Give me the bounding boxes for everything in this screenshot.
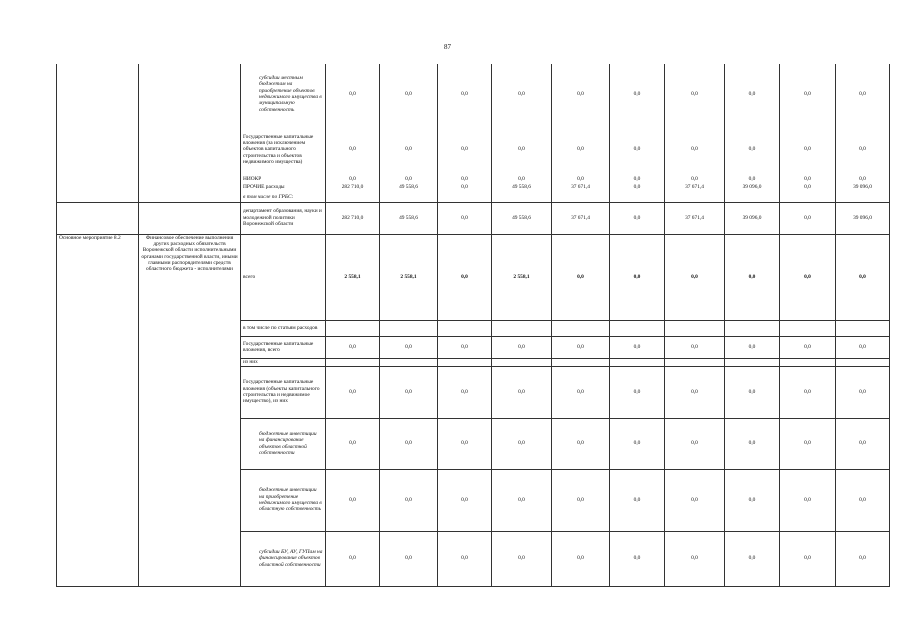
cell-value: 0,0 bbox=[380, 418, 438, 469]
cell-value: 37 671,4 bbox=[552, 202, 610, 234]
row-label: Государственные капитальные вложения (объекты капитального строительства и недвижимое имущество), из них bbox=[241, 366, 326, 418]
cell-value: 2 558,1 bbox=[492, 234, 552, 320]
cell-value bbox=[380, 192, 438, 202]
empty-cell bbox=[57, 183, 139, 192]
cell-value: 0,0 bbox=[610, 234, 665, 320]
cell-value: 282 710,0 bbox=[326, 202, 380, 234]
cell-value: 0,0 bbox=[610, 418, 665, 469]
cell-value bbox=[610, 320, 665, 336]
program-description: Финансовое обеспечение выполнения других расходных обязательств Воронежской области исполнительными органами государственной власти, иными главными распорядителями средств областного бюджета - исполнителями bbox=[139, 234, 241, 586]
cell-value: 0,0 bbox=[380, 469, 438, 531]
cell-value bbox=[326, 192, 380, 202]
table-row bbox=[57, 234, 890, 320]
cell-value bbox=[725, 358, 780, 366]
cell-value: 0,0 bbox=[836, 336, 890, 358]
cell-value: 0,0 bbox=[492, 531, 552, 586]
cell-value: 0,0 bbox=[836, 234, 890, 320]
cell-value: 0,0 bbox=[552, 418, 610, 469]
cell-value bbox=[836, 358, 890, 366]
row-label: Государственные капитальные вложения (за исключением объектов капитального строительства и объектов недвижимого имущества) bbox=[241, 124, 326, 175]
cell-value bbox=[780, 192, 836, 202]
cell-value: 0,0 bbox=[665, 531, 725, 586]
cell-value: 0,0 bbox=[610, 336, 665, 358]
cell-value: 0,0 bbox=[438, 234, 492, 320]
cell-value: 0,0 bbox=[380, 175, 438, 183]
cell-value: 0,0 bbox=[326, 366, 380, 418]
cell-value bbox=[380, 358, 438, 366]
cell-value: 282 710,0 bbox=[326, 183, 380, 192]
cell-value: 0,0 bbox=[780, 336, 836, 358]
cell-value: 0,0 bbox=[492, 469, 552, 531]
row-label: Государственные капитальные вложения, всего bbox=[241, 336, 326, 358]
cell-value: 0,0 bbox=[665, 124, 725, 175]
cell-value: 0,0 bbox=[492, 64, 552, 124]
cell-value bbox=[665, 320, 725, 336]
row-label: из них bbox=[241, 358, 326, 366]
cell-value: 37 671,4 bbox=[665, 202, 725, 234]
table-row bbox=[57, 124, 890, 175]
table-row bbox=[57, 192, 890, 202]
cell-value: 0,0 bbox=[725, 175, 780, 183]
cell-value: 2 558,1 bbox=[326, 234, 380, 320]
cell-value: 0,0 bbox=[552, 64, 610, 124]
cell-value bbox=[610, 192, 665, 202]
empty-cell bbox=[57, 202, 139, 234]
cell-value: 39 096,0 bbox=[725, 183, 780, 192]
cell-value: 0,0 bbox=[552, 531, 610, 586]
cell-value: 0,0 bbox=[326, 336, 380, 358]
cell-value: 0,0 bbox=[552, 336, 610, 358]
empty-cell bbox=[139, 183, 241, 192]
cell-value: 37 671,4 bbox=[552, 183, 610, 192]
cell-value: 49 558,6 bbox=[492, 202, 552, 234]
empty-cell bbox=[139, 202, 241, 234]
cell-value bbox=[326, 358, 380, 366]
cell-value: 0,0 bbox=[380, 531, 438, 586]
empty-cell bbox=[57, 192, 139, 202]
cell-value: 0,0 bbox=[836, 124, 890, 175]
empty-cell bbox=[57, 124, 139, 175]
cell-value bbox=[492, 320, 552, 336]
cell-value: 0,0 bbox=[610, 183, 665, 192]
cell-value: 0,0 bbox=[725, 234, 780, 320]
cell-value: 0,0 bbox=[552, 175, 610, 183]
cell-value bbox=[552, 192, 610, 202]
cell-value: 0,0 bbox=[380, 366, 438, 418]
cell-value: 0,0 bbox=[780, 202, 836, 234]
cell-value: 0,0 bbox=[492, 336, 552, 358]
cell-value: 0,0 bbox=[610, 366, 665, 418]
cell-value: 0,0 bbox=[326, 531, 380, 586]
cell-value: 0,0 bbox=[665, 64, 725, 124]
budget-table bbox=[56, 64, 890, 587]
cell-value bbox=[552, 358, 610, 366]
cell-value: 0,0 bbox=[780, 469, 836, 531]
empty-cell bbox=[57, 175, 139, 183]
cell-value: 49 558,6 bbox=[380, 183, 438, 192]
cell-value: 0,0 bbox=[725, 469, 780, 531]
row-label: департамент образования, науки и молодежной политики Воронежской области bbox=[241, 202, 326, 234]
cell-value: 0,0 bbox=[492, 418, 552, 469]
cell-value: 0,0 bbox=[836, 175, 890, 183]
cell-value: 0,0 bbox=[438, 64, 492, 124]
cell-value: 0,0 bbox=[780, 175, 836, 183]
cell-value: 0,0 bbox=[725, 366, 780, 418]
cell-value: 0,0 bbox=[665, 175, 725, 183]
cell-value bbox=[326, 320, 380, 336]
cell-value bbox=[492, 192, 552, 202]
cell-value bbox=[438, 320, 492, 336]
cell-value: 0,0 bbox=[552, 124, 610, 175]
cell-value bbox=[380, 320, 438, 336]
row-label: субсидии местным бюджетам на приобретение объектов недвижимого имущества в муниципальную собственность bbox=[241, 64, 326, 124]
cell-value: 0,0 bbox=[725, 124, 780, 175]
cell-value: 0,0 bbox=[725, 531, 780, 586]
cell-value: 0,0 bbox=[780, 531, 836, 586]
cell-value: 0,0 bbox=[665, 234, 725, 320]
row-label: бюджетные инвестиции на приобретение недвижимого имущества в областную собственность bbox=[241, 469, 326, 531]
cell-value: 0,0 bbox=[665, 336, 725, 358]
cell-value: 0,0 bbox=[780, 183, 836, 192]
cell-value: 0,0 bbox=[665, 366, 725, 418]
cell-value: 0,0 bbox=[438, 469, 492, 531]
cell-value: 0,0 bbox=[326, 175, 380, 183]
cell-value bbox=[725, 192, 780, 202]
row-label: субсидии БУ, АУ, ГУПам на финансирование объектов областной собственности bbox=[241, 531, 326, 586]
cell-value bbox=[665, 192, 725, 202]
cell-value: 0,0 bbox=[552, 469, 610, 531]
cell-value: 2 558,1 bbox=[380, 234, 438, 320]
cell-value bbox=[725, 320, 780, 336]
cell-value: 0,0 bbox=[438, 418, 492, 469]
cell-value: 0,0 bbox=[492, 124, 552, 175]
cell-value: 0,0 bbox=[610, 531, 665, 586]
cell-value: 0,0 bbox=[780, 64, 836, 124]
cell-value: 0,0 bbox=[492, 366, 552, 418]
cell-value: 0,0 bbox=[610, 124, 665, 175]
cell-value: 0,0 bbox=[438, 366, 492, 418]
row-label: всего bbox=[241, 234, 326, 320]
cell-value: 0,0 bbox=[780, 366, 836, 418]
cell-value: 37 671,4 bbox=[665, 183, 725, 192]
cell-value: 39 096,0 bbox=[836, 202, 890, 234]
cell-value: 0,0 bbox=[492, 175, 552, 183]
cell-value: 0,0 bbox=[836, 418, 890, 469]
cell-value bbox=[438, 358, 492, 366]
cell-value: 0,0 bbox=[380, 64, 438, 124]
cell-value: 0,0 bbox=[725, 64, 780, 124]
cell-value bbox=[438, 192, 492, 202]
cell-value: 0,0 bbox=[326, 418, 380, 469]
cell-value: 0,0 bbox=[665, 469, 725, 531]
cell-value bbox=[780, 320, 836, 336]
empty-cell bbox=[139, 124, 241, 175]
empty-cell bbox=[57, 64, 139, 124]
row-label: НИОКР bbox=[241, 175, 326, 183]
cell-value: 0,0 bbox=[836, 64, 890, 124]
cell-value: 0,0 bbox=[725, 418, 780, 469]
cell-value bbox=[836, 320, 890, 336]
program-title: Основное мероприятие 8.2 bbox=[57, 234, 139, 586]
cell-value bbox=[780, 358, 836, 366]
cell-value: 0,0 bbox=[552, 234, 610, 320]
cell-value: 0,0 bbox=[438, 124, 492, 175]
cell-value: 39 096,0 bbox=[725, 202, 780, 234]
cell-value: 0,0 bbox=[552, 366, 610, 418]
cell-value: 0,0 bbox=[725, 336, 780, 358]
cell-value: 0,0 bbox=[836, 366, 890, 418]
row-label: ПРОЧИЕ расходы bbox=[241, 183, 326, 192]
row-label: в том числе по ГРБС: bbox=[241, 192, 326, 202]
cell-value bbox=[552, 320, 610, 336]
cell-value: 0,0 bbox=[438, 202, 492, 234]
cell-value: 0,0 bbox=[380, 124, 438, 175]
empty-cell bbox=[139, 64, 241, 124]
cell-value bbox=[610, 358, 665, 366]
empty-cell bbox=[139, 192, 241, 202]
empty-cell bbox=[139, 175, 241, 183]
cell-value: 0,0 bbox=[438, 175, 492, 183]
cell-value: 0,0 bbox=[610, 469, 665, 531]
table-row bbox=[57, 183, 890, 192]
cell-value: 0,0 bbox=[780, 234, 836, 320]
cell-value bbox=[665, 358, 725, 366]
cell-value: 0,0 bbox=[610, 64, 665, 124]
cell-value: 49 558,6 bbox=[380, 202, 438, 234]
cell-value: 0,0 bbox=[665, 418, 725, 469]
cell-value: 0,0 bbox=[836, 531, 890, 586]
cell-value: 0,0 bbox=[780, 124, 836, 175]
cell-value: 0,0 bbox=[380, 336, 438, 358]
table-row bbox=[57, 202, 890, 234]
table-row bbox=[57, 175, 890, 183]
cell-value: 0,0 bbox=[326, 124, 380, 175]
cell-value: 0,0 bbox=[610, 175, 665, 183]
cell-value bbox=[836, 192, 890, 202]
table-row bbox=[57, 64, 890, 124]
cell-value: 0,0 bbox=[780, 418, 836, 469]
cell-value: 0,0 bbox=[610, 202, 665, 234]
cell-value bbox=[492, 358, 552, 366]
row-label: бюджетные инвестиции на финансирование объектов областной собственности bbox=[241, 418, 326, 469]
row-label: в том числе по статьям расходов bbox=[241, 320, 326, 336]
cell-value: 0,0 bbox=[438, 336, 492, 358]
cell-value: 0,0 bbox=[438, 531, 492, 586]
cell-value: 49 558,6 bbox=[492, 183, 552, 192]
cell-value: 39 096,0 bbox=[836, 183, 890, 192]
cell-value: 0,0 bbox=[836, 469, 890, 531]
cell-value: 0,0 bbox=[326, 469, 380, 531]
cell-value: 0,0 bbox=[326, 64, 380, 124]
cell-value: 0,0 bbox=[438, 183, 492, 192]
page-number: 87 bbox=[444, 43, 451, 51]
